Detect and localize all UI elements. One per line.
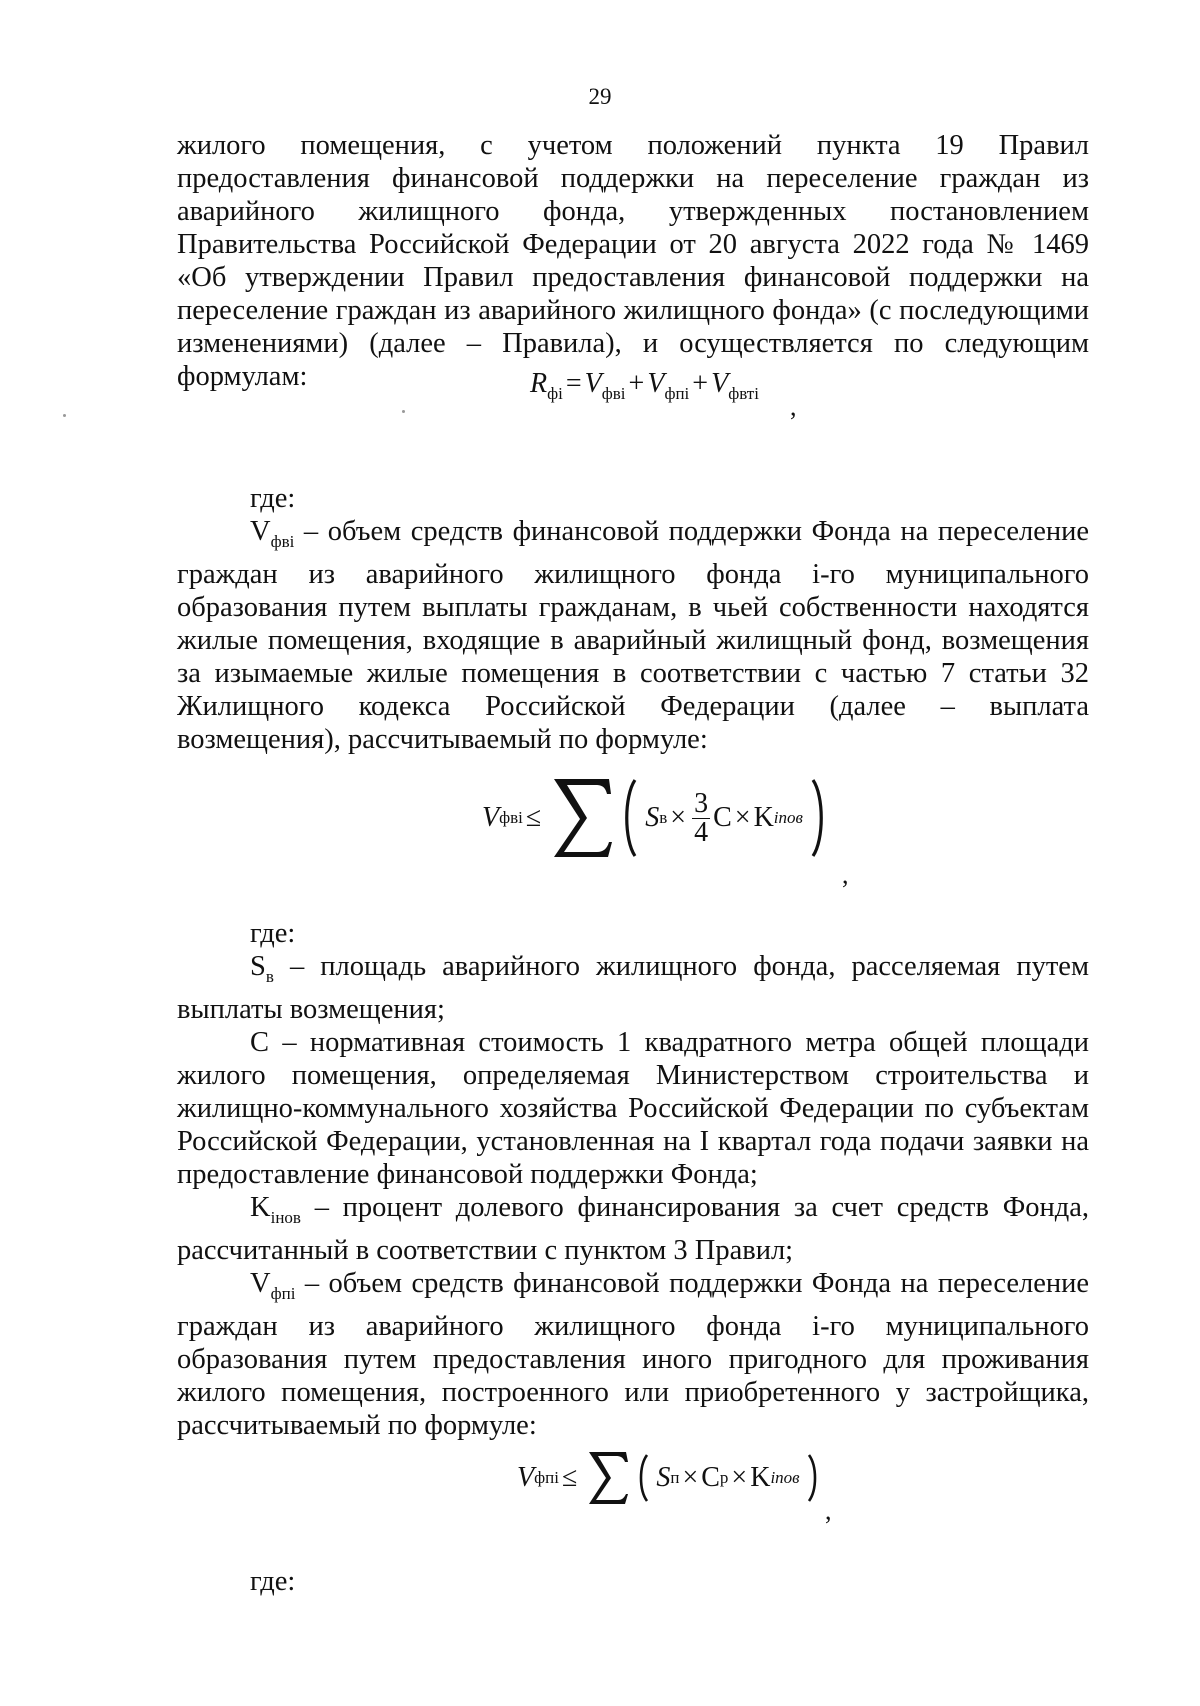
def-s-v-sub: в (265, 967, 274, 986)
definitions-block-1 (177, 482, 1089, 756)
def-k-symbol: K (250, 1192, 271, 1223)
formula3-c-sub: р (719, 1468, 729, 1487)
formula3-le: ≤ (561, 1462, 578, 1493)
def-c-text: – нормативная стоимость 1 квадратного метра общей площади жилого помещения, определяемая Министерством строительства и жилищно-коммунального хозяйства Российской Федерации по субъектам Российской Федерации, установленная на I квартал года подачи заявки на предоставление финансовой поддержки Фонда; (177, 1027, 1089, 1190)
def-c-symbol: С (250, 1027, 270, 1058)
left-paren-icon (620, 776, 638, 860)
formula2-k: K (753, 802, 774, 833)
formula2-v-sub: фві (499, 808, 523, 827)
formula-v-fpi (517, 1450, 820, 1506)
formula3-v-sub: фпі (534, 1468, 559, 1487)
definition-v-fvi (177, 515, 1089, 756)
summation-icon (551, 776, 613, 860)
intro-paragraph-block (177, 129, 1089, 393)
summation-icon-small (587, 1450, 629, 1506)
formula3-times1: × (682, 1462, 699, 1493)
formula2-v: V (482, 802, 500, 833)
where-label-2: где: (250, 918, 296, 949)
formula1-v2-sub: фпі (664, 384, 690, 403)
formula2-fraction (692, 787, 710, 848)
formula2-le: ≤ (525, 802, 542, 833)
formula1-eq: = (565, 368, 582, 399)
formula2-times1: × (670, 802, 687, 833)
formula3-k-sub: іnов (770, 1468, 800, 1487)
formula2-numerator: 3 (694, 787, 709, 819)
definition-v-fpi (177, 1267, 1089, 1442)
formula1-v1: V (584, 368, 602, 399)
def-k-text: – процент долевого финансирования за счет средств Фонда, рассчитанный в соответствии с пунктом 3 Правил; (177, 1192, 1089, 1266)
scan-speck (63, 414, 66, 417)
formula2-c: C (713, 802, 732, 833)
where-label-3: где: (250, 1566, 296, 1597)
right-paren-icon (810, 776, 828, 860)
formula3-times2: × (731, 1462, 748, 1493)
formula2-times2: × (734, 802, 751, 833)
right-paren-icon-small (807, 1452, 820, 1504)
formula1-r-sub: фі (547, 384, 563, 403)
definition-s-v (177, 950, 1089, 1026)
def-k-sub: iнов (270, 1208, 301, 1227)
def-s-v-symbol: S (250, 951, 266, 982)
formula2-s: S (645, 802, 660, 833)
formula3-v: V (517, 1462, 535, 1493)
def-s-v-text: – площадь аварийного жилищного фонда, расселяемая путем выплаты возмещения; (177, 951, 1089, 1025)
def-v-fpi-sub: фпі (270, 1284, 296, 1303)
formula3-c: C (701, 1462, 720, 1493)
formula-v-fvi (482, 776, 828, 860)
formula1-v3: V (711, 368, 729, 399)
formula2-k-sub: іnов (773, 808, 803, 827)
page-number: 29 (588, 84, 612, 109)
left-paren-icon-small (636, 1452, 649, 1504)
formula1-plus2: + (692, 368, 709, 399)
def-v-fpi-symbol: V (250, 1268, 271, 1299)
scan-speck (402, 410, 405, 413)
definitions-block-3 (177, 1565, 1089, 1598)
formula3-s: S (656, 1462, 671, 1493)
formula-r-fi (530, 368, 759, 404)
intro-paragraph: жилого помещения, с учетом положений пункта 19 Правил предоставления финансовой поддержки на переселение граждан из аварийного жилищного фонда, утвержденных постановлением Правительства Российской Федерации от 20 августа 2022 года № 1469 «Об утверждении Правил предоставления финансовой поддержки на переселение граждан из аварийного жилищного фонда» (с последующими изменениями) (далее – Правила), и осуществляется по следующим формулам: (177, 130, 1089, 392)
where-label-1: где: (250, 483, 296, 514)
formula1-r: R (530, 368, 548, 399)
formula1-v1-sub: фві (601, 384, 626, 403)
def-v-fvi-symbol: V (250, 516, 271, 547)
formula2-denominator: 4 (694, 816, 709, 848)
formula1-v2: V (647, 368, 665, 399)
def-v-fpi-text: – объем средств финансовой поддержки Фонда на переселение граждан из аварийного жилищного фонда i-го муниципального образования путем предоставления иного пригодного для проживания жилого помещения, построенного или приобретенного у застройщика, рассчитываемый по формуле: (177, 1268, 1089, 1441)
formula1-v3-sub: фвті (728, 384, 759, 403)
formula3-comma: , (825, 1496, 832, 1525)
definitions-block-2 (177, 917, 1089, 1442)
formula1-plus1: + (628, 368, 645, 399)
definition-k-inov (177, 1191, 1089, 1267)
def-v-fvi-text: – объем средств финансовой поддержки Фонда на переселение граждан из аварийного жилищного фонда i-го муниципального образования путем выплаты гражданам, в чьей собственности находятся жилые помещения, входящие в аварийный жилищный фонд, возмещения за изымаемые жилые помещения в соответствии с частью 7 статьи 32 Жилищного кодекса Российской Федерации (далее – выплата возмещения), рассчитываемый по формуле: (177, 516, 1089, 755)
formula1-comma: , (790, 392, 797, 421)
definition-c (177, 1026, 1089, 1191)
formula2-s-sub: в (659, 808, 668, 827)
formula3-k: K (750, 1462, 771, 1493)
formula2-comma: , (842, 860, 849, 889)
formula3-s-sub: п (670, 1468, 680, 1487)
def-v-fvi-sub: фві (270, 532, 295, 551)
